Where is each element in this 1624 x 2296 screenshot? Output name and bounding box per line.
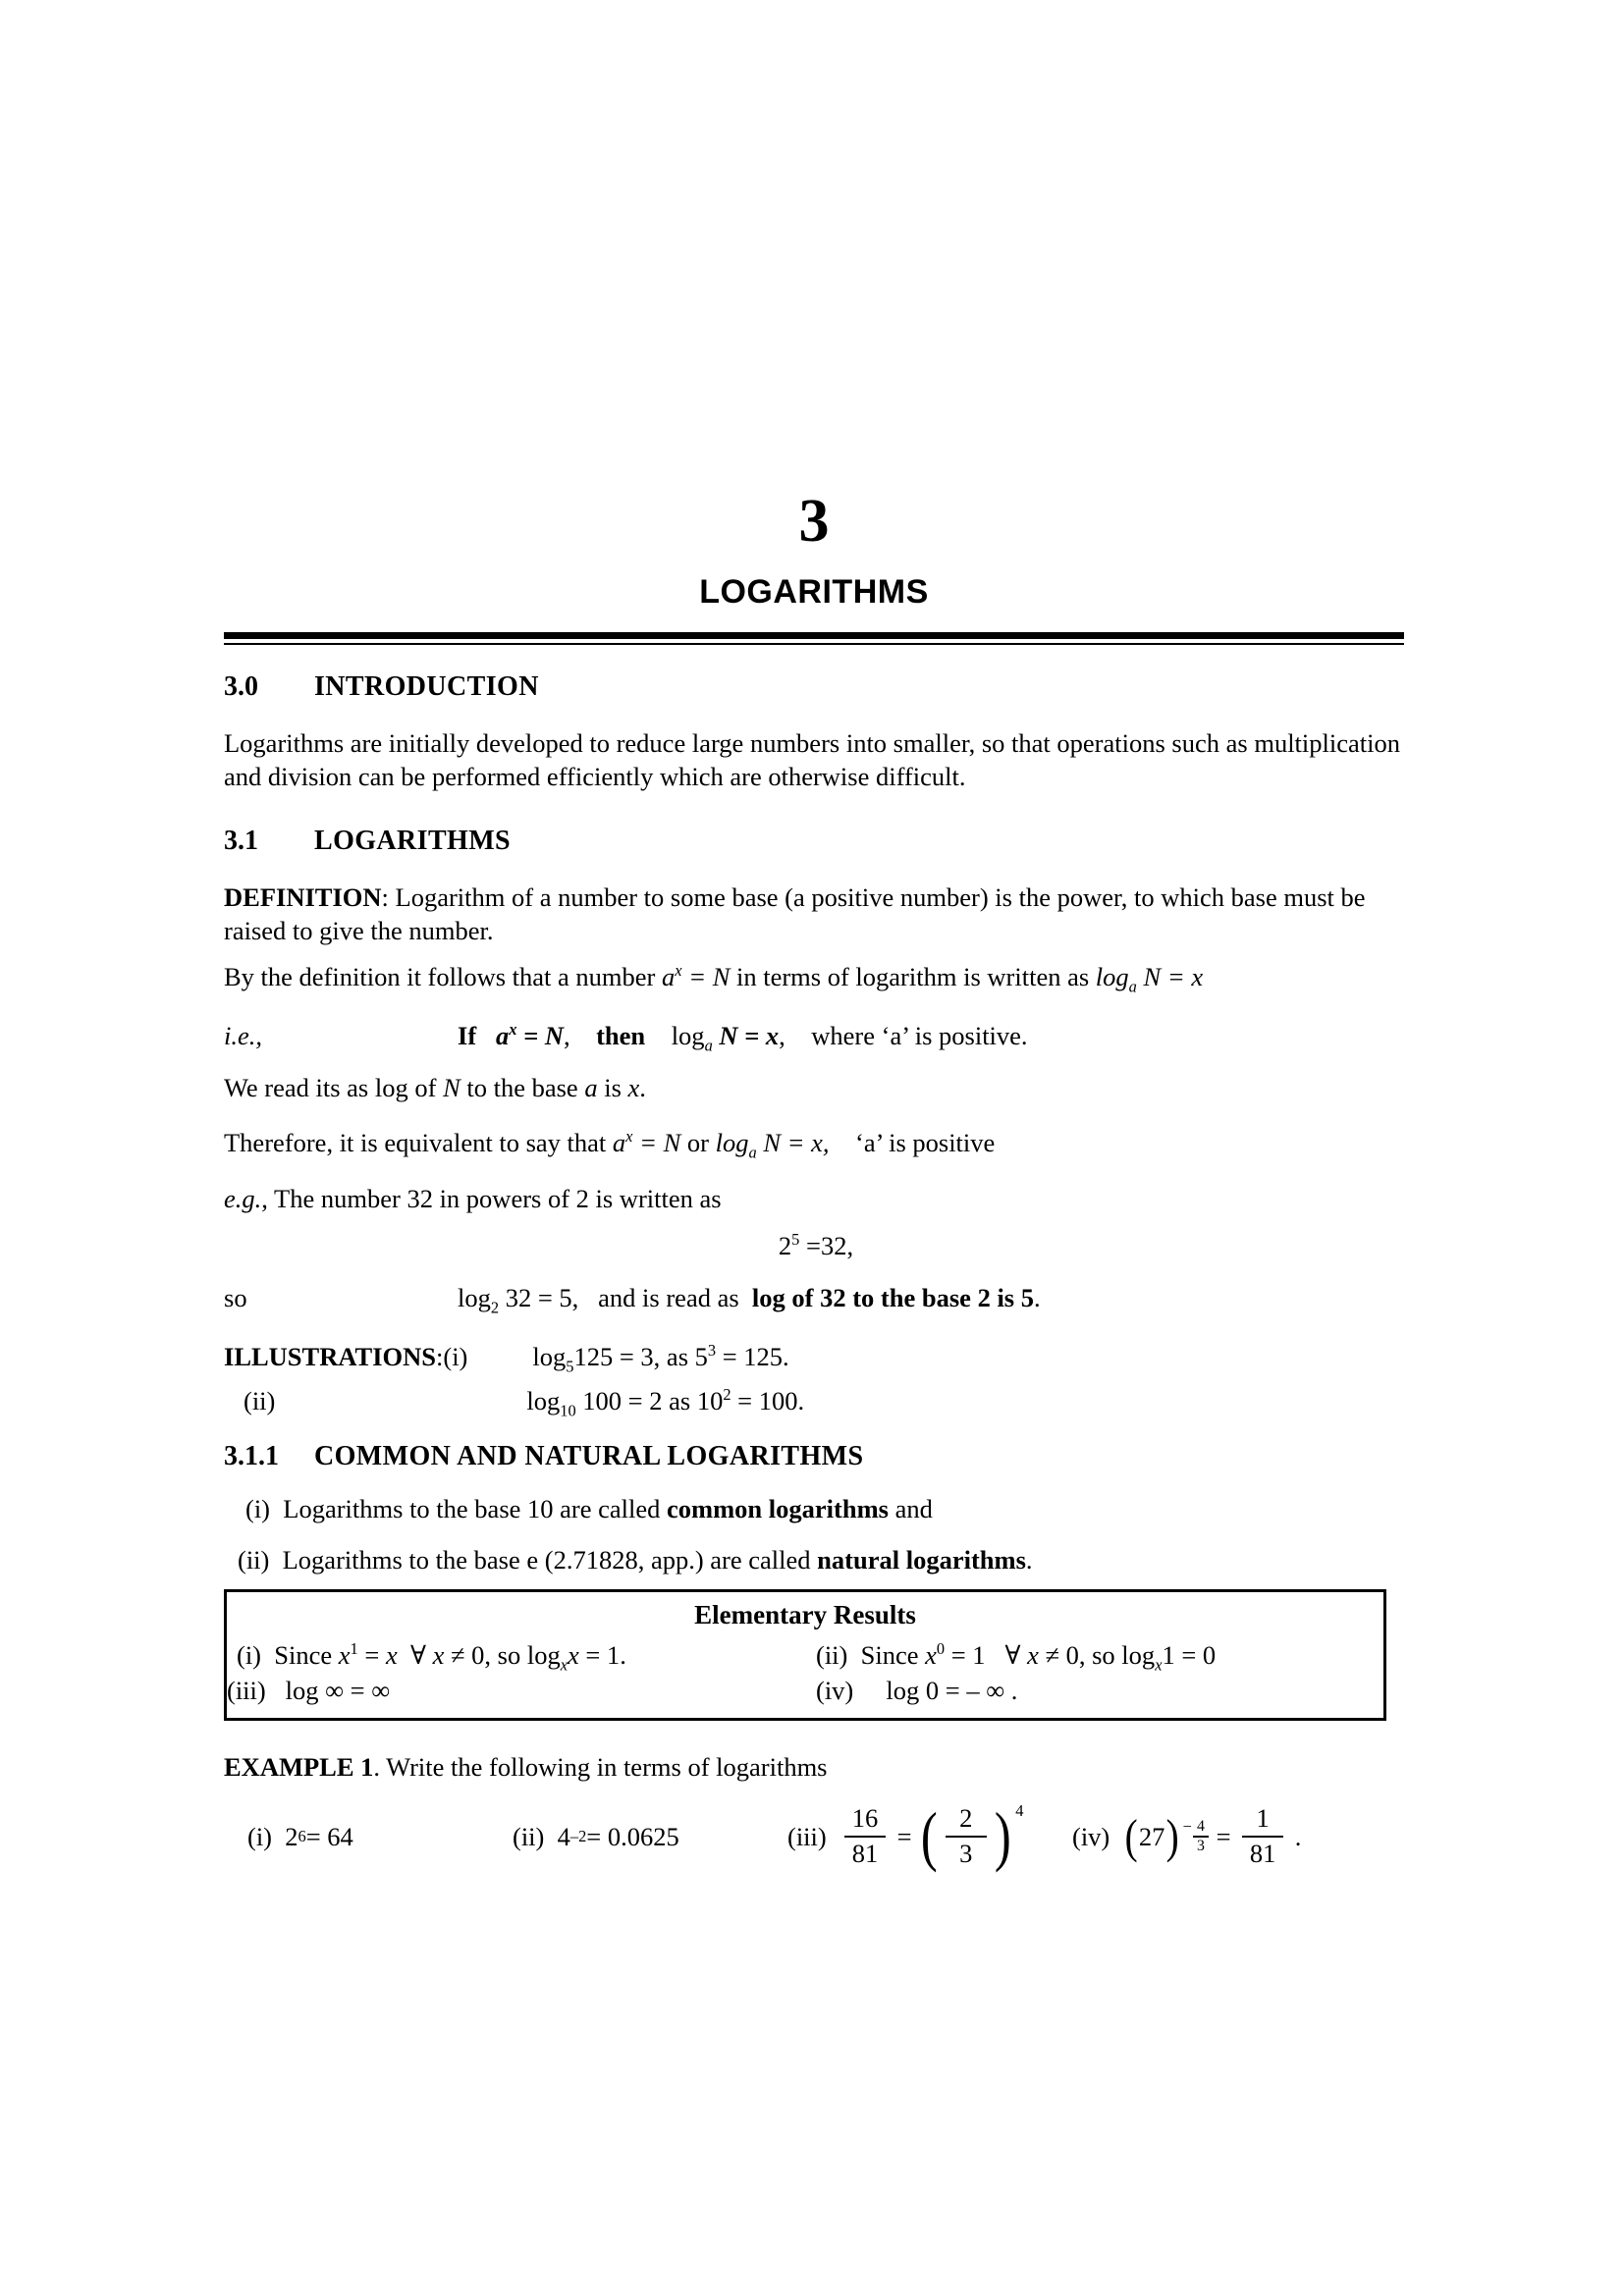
illu2-rest: 100 = 2 as 10 [575, 1385, 724, 1415]
er-i-neq: ≠ 0, so [444, 1639, 527, 1670]
example-1-heading [224, 1750, 1408, 1784]
common-log-number: (i) [245, 1494, 271, 1523]
divider-thin-line [224, 643, 1404, 645]
read-line-d: . [639, 1072, 646, 1102]
elementary-result-item-i [227, 1639, 806, 1675]
er-i-log-rest: = 1. [578, 1639, 626, 1670]
spacer [224, 1049, 1408, 1071]
section-label-logarithms: LOGARITHMS [314, 825, 512, 856]
therefore-line [224, 1126, 1408, 1162]
natural-log-text-a: Logarithms to the base e (2.71828, app.) are called [282, 1545, 818, 1575]
ex-iv-number: (iv) [1072, 1821, 1110, 1851]
spacer [224, 1310, 1408, 1344]
eg-text: The number 32 in powers of 2 is written as [274, 1183, 722, 1213]
ex-ii-number: (ii) [513, 1821, 545, 1851]
example-1-text: . Write the following in terms of logarithms [373, 1751, 828, 1782]
ex-iii-parenthesized-fraction [918, 1799, 1024, 1874]
right-paren-icon: ) [1165, 1808, 1180, 1863]
illustrations-colon: : [436, 1342, 444, 1371]
er-iv-text: log 0 = – ∞ . [886, 1676, 1018, 1706]
er-i-log-subscript: x [560, 1655, 568, 1675]
section-label-introduction: INTRODUCTION [314, 671, 539, 702]
er-i-number: (i) [237, 1639, 262, 1670]
definition-text: : Logarithm of a number to some base (a positive number) is the power, to which base must be raised to give the number. [224, 881, 1366, 946]
ie-where-clause: where ‘a’ is positive. [811, 1021, 1028, 1051]
natural-log-bold: natural logarithms [817, 1545, 1026, 1575]
equation-2-pow-5 [224, 1230, 1408, 1260]
by-definition-mid: in terms of logarithm is written as [730, 961, 1096, 991]
er-ii-forall-icon: ∀ [1004, 1639, 1021, 1670]
section-number-3-1-1: 3.1.1 [224, 1441, 279, 1471]
ex-iii-power: 4 [1015, 1801, 1024, 1821]
er-ii-text-a: Since [860, 1639, 926, 1670]
spacer [224, 1370, 1408, 1388]
intro-paragraph: Logarithms are initially developed to reduce large numbers into smaller, so that operations such as multiplication and division can be performed efficiently which are otherwise difficult. [224, 728, 1400, 792]
ex-ii-base: 4 [557, 1821, 570, 1851]
ex-iii-inner-fraction [946, 1805, 987, 1868]
divider-thick-line [224, 632, 1404, 639]
elementary-result-item-iv [806, 1678, 1383, 1704]
common-log-text-a: Logarithms to the base 10 are called [283, 1494, 667, 1523]
natural-log-text-b: . [1025, 1545, 1033, 1575]
er-ii-x: x [925, 1639, 937, 1670]
read-line-b: to the base [460, 1072, 585, 1102]
er-iii-number: (iii) [227, 1676, 266, 1706]
illu1-tail: = 125. [716, 1342, 789, 1371]
so-read-as: and is read as [598, 1282, 739, 1312]
so-log: log [458, 1282, 491, 1312]
read-line-a: We read its as log of [224, 1072, 444, 1102]
common-log-item [224, 1492, 1408, 1525]
elementary-results-row-1 [227, 1634, 1383, 1675]
illustrations-line-2 [224, 1384, 1408, 1419]
example-item-iv [1072, 1805, 1367, 1868]
illustrations-item2-formula [526, 1384, 805, 1419]
ex-iii-number: (iii) [787, 1821, 827, 1851]
therefore-a-exponent: x [625, 1127, 633, 1147]
left-paren-icon: ( [1124, 1808, 1138, 1863]
er-ii-number: (ii) [816, 1639, 848, 1670]
eq-32-exponent: 5 [791, 1230, 800, 1250]
er-i-text-a: Since [274, 1639, 339, 1670]
ex-iv-exponent-denominator: 3 [1196, 1837, 1205, 1854]
eq-32-base: 2 [778, 1231, 792, 1260]
therefore-log-rest: N = x, [756, 1128, 830, 1158]
ex-ii-rest: = 0.0625 [586, 1821, 679, 1851]
therefore-a: a [612, 1128, 626, 1158]
ex-iii-fraction-left [844, 1805, 886, 1868]
ex-iv-exponent-fraction [1193, 1819, 1209, 1855]
section-number-3-1: 3.1 [224, 825, 258, 856]
chapter-title: LOGARITHMS [699, 573, 929, 611]
document-body [224, 671, 1408, 1874]
er-i-x3: x [432, 1639, 445, 1670]
illu1-log-subscript: 5 [566, 1357, 574, 1376]
er-ii-neq: ≠ 0, so log [1038, 1639, 1156, 1670]
ie-comma2: , [779, 1021, 785, 1051]
ex-iii-inner-fraction-bar [946, 1836, 987, 1838]
spacer [224, 1721, 1408, 1750]
illu1-log: log [532, 1342, 567, 1371]
ex-iii-inner-numerator: 2 [959, 1803, 973, 1834]
illu1-rest: 125 = 3, as 5 [573, 1342, 708, 1371]
er-i-x2: x [385, 1639, 398, 1670]
ex-i-base: 2 [285, 1821, 298, 1851]
illu2-log: log [526, 1385, 561, 1415]
eg-comma: , [261, 1183, 275, 1213]
ie-if-keyword: If [458, 1021, 477, 1051]
er-i-forall-icon: ∀ [409, 1639, 426, 1670]
spacer [224, 701, 1408, 726]
by-definition-log: log [1095, 961, 1129, 991]
section-heading-logarithms [224, 825, 1408, 856]
ex-iv-exponent-sign: − [1182, 1816, 1192, 1836]
ie-then-keyword: then [596, 1021, 646, 1051]
so-formula-group [458, 1282, 1041, 1316]
definition-label: DEFINITION [224, 881, 382, 912]
er-ii-text-b: = 1 [945, 1639, 986, 1670]
spacer [224, 1104, 1408, 1126]
ex-iv-result-denominator: 81 [1249, 1839, 1276, 1869]
ex-iii-denominator: 81 [851, 1839, 879, 1869]
ie-log-rest: N = x [712, 1021, 780, 1051]
so-period: . [1034, 1282, 1041, 1312]
ie-equals-n: = N [516, 1021, 564, 1051]
by-definition-line [224, 960, 1408, 996]
spacer [224, 1577, 1408, 1589]
ex-iv-parenthesized-base [1123, 1808, 1210, 1863]
spacer [224, 1160, 1408, 1182]
spacer [224, 1414, 1408, 1443]
illustrations-item1-formula [532, 1341, 789, 1376]
illustrations-item2-number: (ii) [244, 1385, 276, 1415]
er-i-x: x [338, 1639, 351, 1670]
common-log-bold: common logarithms [667, 1494, 889, 1523]
read-line [224, 1071, 1408, 1104]
by-definition-prefix: By the definition it follows that a number [224, 961, 663, 991]
spacer [224, 1525, 1408, 1543]
illu2-exponent: 2 [723, 1384, 731, 1404]
illu2-log-subscript: 10 [560, 1400, 576, 1419]
eg-line [224, 1182, 1408, 1215]
by-definition-equals-n: = N [681, 961, 731, 991]
ex-iv-result-fraction-bar [1242, 1836, 1283, 1838]
ie-a-exponent: x [509, 1020, 517, 1040]
er-ii-log-rest: 1 = 0 [1162, 1639, 1217, 1670]
er-ii-x3: x [1027, 1639, 1039, 1670]
er-i-x-exponent: 1 [350, 1639, 358, 1659]
therefore-equals-n: = N [632, 1128, 681, 1158]
eg-lead: e.g. [224, 1183, 262, 1213]
therefore-log-subscript: a [748, 1143, 757, 1162]
ex-iii-fraction-bar [844, 1836, 886, 1838]
therefore-or: or [680, 1128, 716, 1158]
ie-formula-line [224, 1020, 1408, 1055]
ex-iii-equals: = [896, 1821, 912, 1851]
read-line-x: x [627, 1072, 640, 1102]
by-definition-a-exponent: x [675, 960, 682, 980]
header-divider [224, 632, 1404, 645]
er-iv-number: (iv) [816, 1676, 854, 1706]
ie-log-subscript: a [704, 1036, 713, 1055]
illustrations-item1-number: (i) [443, 1342, 468, 1371]
ex-iv-result-fraction [1242, 1805, 1283, 1868]
natural-log-item [224, 1543, 1408, 1576]
common-log-text-b: and [888, 1494, 933, 1523]
chapter-header [224, 488, 1404, 612]
spacer [224, 794, 1408, 828]
ex-iv-exponent-numerator: 4 [1196, 1817, 1205, 1835]
er-ii-log-subscript: x [1155, 1655, 1163, 1675]
by-definition-log-subscript: a [1128, 977, 1137, 996]
section-heading-introduction [224, 673, 1408, 701]
ex-iii-numerator: 16 [851, 1803, 879, 1834]
elementary-results-title: Elementary Results [694, 1599, 916, 1629]
er-i-text-b: = [357, 1639, 386, 1670]
spacer [224, 993, 1408, 1023]
illustrations-label: ILLUSTRATIONS [224, 1342, 436, 1371]
er-ii-x-exponent: 0 [936, 1639, 946, 1659]
elementary-result-item-ii [806, 1639, 1383, 1675]
illustrations-line-1 [224, 1341, 1408, 1376]
er-i-log: log [526, 1639, 561, 1670]
illu1-exponent: 3 [707, 1341, 717, 1361]
read-line-base: a [584, 1072, 598, 1102]
right-paren-icon: ) [994, 1799, 1011, 1874]
ex-i-number: (i) [247, 1821, 273, 1851]
therefore-prefix: Therefore, it is equivalent to say that [224, 1128, 613, 1158]
ie-log: log [671, 1021, 705, 1051]
chapter-number: 3 [798, 488, 830, 555]
therefore-tail: ‘a’ is positive [855, 1128, 996, 1158]
section-label-common-natural: COMMON AND NATURAL LOGARITHMS [314, 1441, 864, 1471]
er-iii-text: log ∞ = ∞ [285, 1676, 391, 1706]
example-1-items [224, 1799, 1408, 1874]
elementary-result-item-iii [227, 1678, 806, 1704]
ex-iv-period: . [1294, 1821, 1302, 1851]
ex-iv-base: 27 [1138, 1821, 1165, 1851]
ie-a: a [496, 1021, 510, 1051]
therefore-log: log [715, 1128, 749, 1158]
so-log-rest: 32 = 5, [499, 1282, 579, 1312]
ex-iv-equals: = [1216, 1821, 1231, 1851]
read-line-N: N [443, 1072, 460, 1102]
so-log-subscript: 2 [490, 1297, 500, 1316]
by-definition-a: a [662, 961, 676, 991]
eq-32-rest: =32, [799, 1231, 854, 1260]
elementary-results-row-2 [227, 1670, 1383, 1718]
ie-comma: , [563, 1021, 570, 1051]
ex-i-rest: = 64 [305, 1821, 353, 1851]
spacer [224, 1259, 1408, 1285]
natural-log-number: (ii) [238, 1545, 270, 1575]
spacer [224, 1470, 1408, 1492]
example-item-i: (i) 2 6 = 64 [247, 1821, 353, 1851]
example-item-ii: (ii) 4 –2 = 0.0625 [513, 1821, 679, 1851]
example-1-label: EXAMPLE 1 [224, 1751, 374, 1782]
ex-iii-inner-denominator: 3 [959, 1839, 973, 1869]
section-number-3-0: 3.0 [224, 671, 258, 702]
elementary-results-box [224, 1589, 1386, 1721]
ie-formula [458, 1020, 1028, 1055]
definition-paragraph [224, 881, 1408, 948]
so-lead: so [224, 1282, 247, 1312]
by-definition-log-rest: N = x [1136, 961, 1204, 991]
spacer [224, 1784, 1408, 1805]
illu2-tail: = 100. [731, 1385, 805, 1415]
er-i-log-arg: x [568, 1639, 579, 1670]
ie-lead: i.e., [224, 1021, 262, 1051]
read-line-c: is [597, 1072, 628, 1102]
spacer [224, 855, 1408, 881]
spacer [224, 948, 1408, 960]
ex-iv-exponent-group [1182, 1816, 1210, 1855]
so-bold-phrase: log of 32 to the base 2 is 5 [751, 1282, 1034, 1312]
ex-iv-result-numerator: 1 [1256, 1803, 1270, 1834]
section-heading-common-natural [224, 1443, 1408, 1470]
left-paren-icon: ( [921, 1799, 938, 1874]
so-line [224, 1282, 1408, 1316]
example-item-iii [787, 1799, 1072, 1874]
